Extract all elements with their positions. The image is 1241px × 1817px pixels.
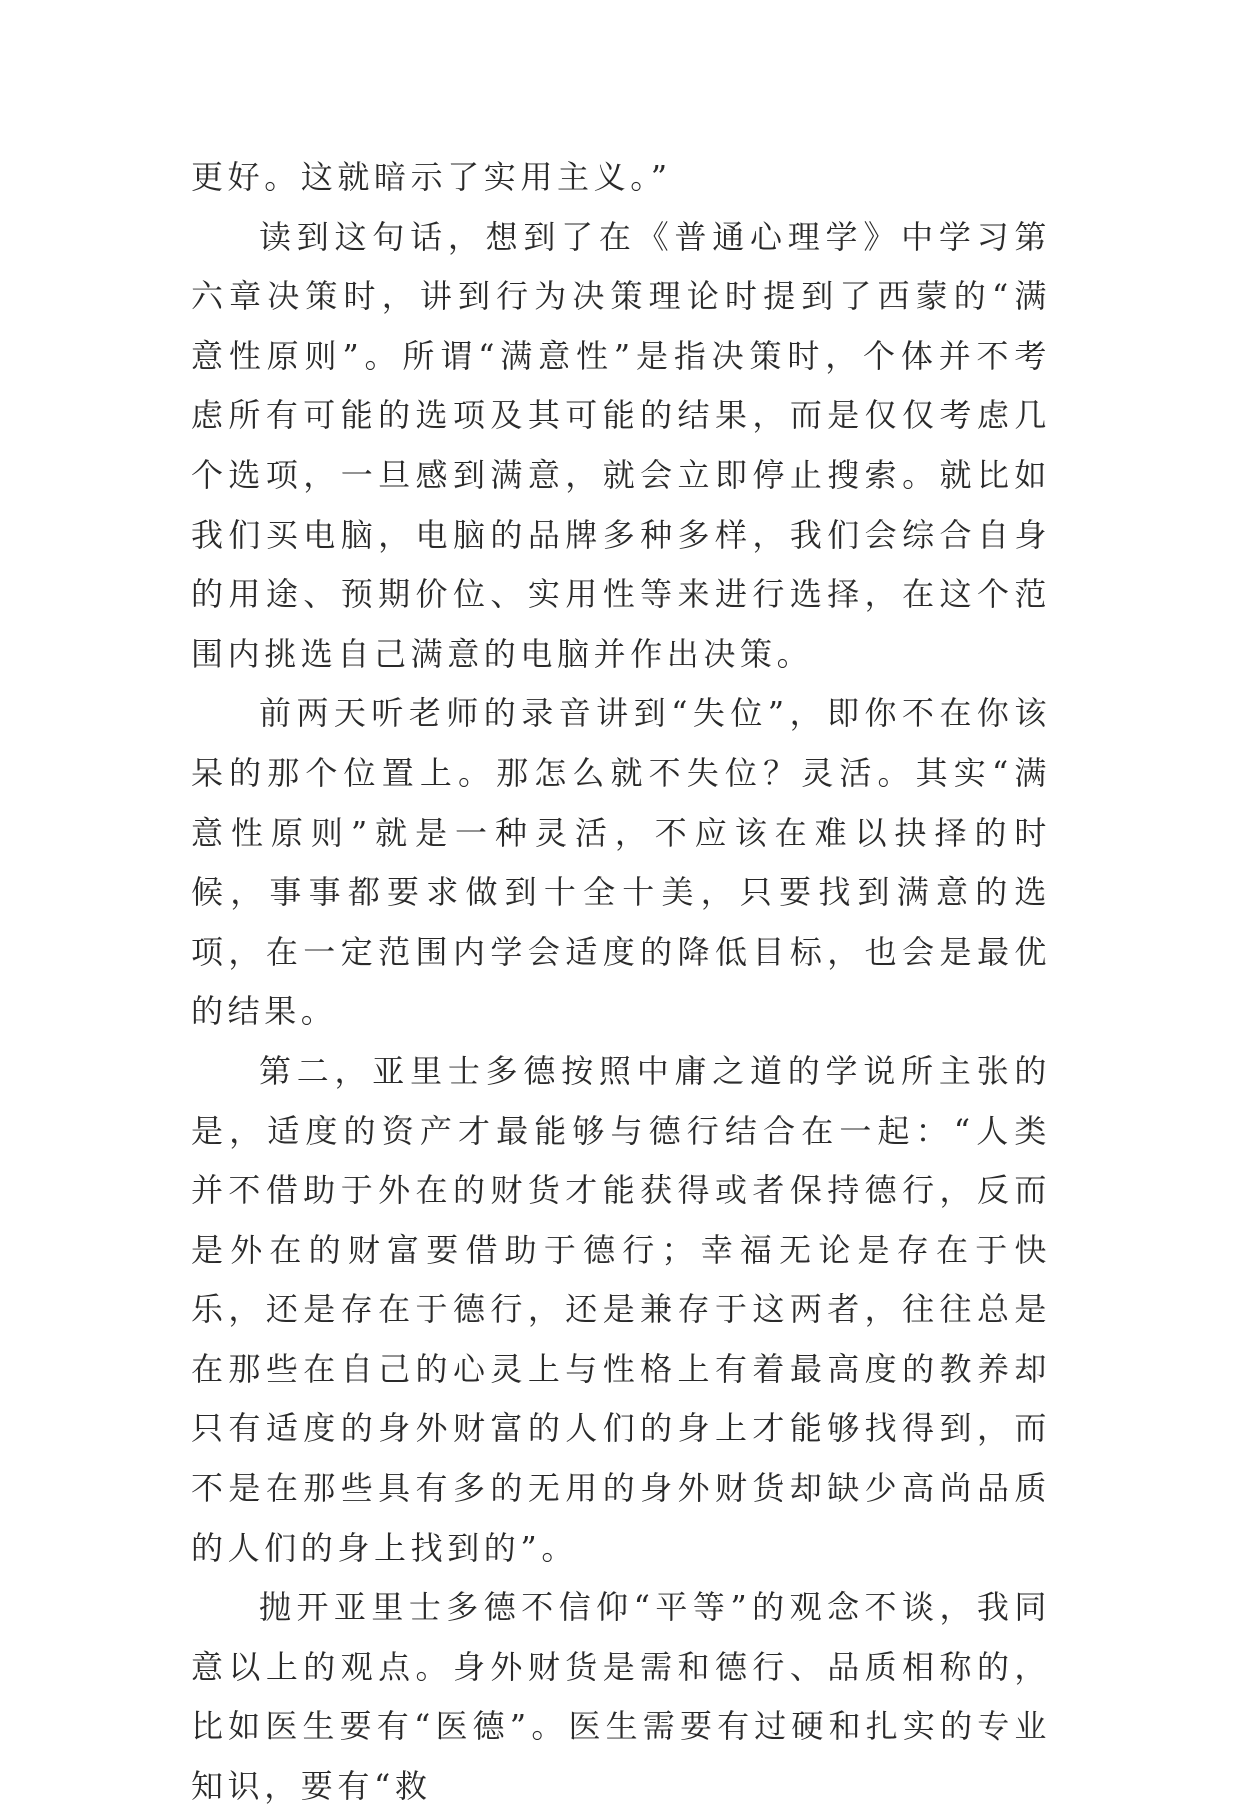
paragraph-3: 前两天听老师的录音讲到“失位”，即你不在你该呆的那个位置上。那怎么就不失位？灵活。其实“满意性原则”就是一种灵活，不应该在难以抉择的时候，事事都要求做到十全十美，只要找到满意的选项，在一定范围内学会适度的降低目标，也会是最优的结果。 [191, 694, 1051, 1031]
paragraph-5: 抛开亚里士多德不信仰“平等”的观念不谈，我同意以上的观点。身外财货是需和德行、品质相称的，比如医生要有“医德”。医生需要有过硬和扎实的专业知识，要有“救 [191, 1588, 1051, 1806]
paragraph-2: 读到这句话，想到了在《普通心理学》中学习第六章决策时，讲到行为决策理论时提到了西蒙的“满意性原则”。所谓“满意性”是指决策时，个体并不考虑所有可能的选项及其可能的结果，而是仅仅考虑几个选项，一旦感到满意，就会立即停止搜索。就比如我们买电脑，电脑的品牌多种多样，我们会综合自身的用途、预期价位、实用性等来进行选择，在这个范围内挑选自己满意的电脑并作出决策。 [191, 217, 1051, 673]
document-body [191, 148, 1051, 1817]
paragraph-4: 第二，亚里士多德按照中庸之道的学说所主张的是，适度的资产才最能够与德行结合在一起：“人类并不借助于外在的财货才能获得或者保持德行，反而是外在的财富要借助于德行；幸福无论是存在于快乐，还是存在于德行，还是兼存于这两者，往往总是在那些在自己的心灵上与性格上有着最高度的教养却只有适度的身外财富的人们的身上才能够找得到，而不是在那些具有多的无用的身外财货却缺少高尚品质的人们的身上找到的”。 [191, 1051, 1051, 1567]
paragraph-1: 更好。这就暗示了实用主义。” [191, 158, 672, 196]
